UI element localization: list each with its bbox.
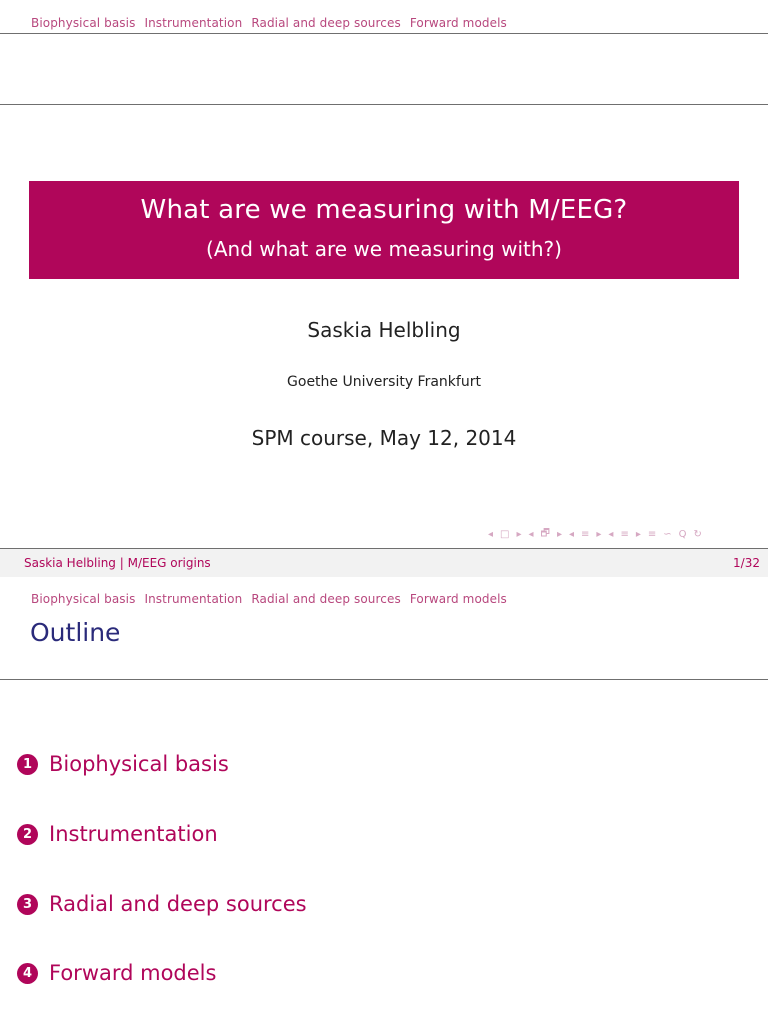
outline-item-label: Radial and deep sources [49,892,307,916]
slide-footer [0,548,768,577]
outline-item-radial-and-deep-sources[interactable] [17,892,307,916]
nav-prev-section-icon[interactable]: ◂ [568,528,574,540]
institute-name: Goethe University Frankfurt [287,374,481,390]
back-icon[interactable]: ∽ [663,528,672,540]
outline-item-biophysical-basis[interactable] [17,752,229,776]
appendix-icon[interactable]: ≡ [647,528,657,540]
search-icon[interactable]: Q [678,528,687,540]
nav-next-frame-icon[interactable]: ▸ [516,528,522,540]
nav-link-forward-models[interactable]: Forward models [409,592,507,606]
nav-link-instrumentation[interactable]: Instrumentation [144,592,243,606]
header-divider [0,679,768,680]
page-number: 1/32 [733,556,760,570]
outline-item-forward-models[interactable] [17,961,216,985]
presentation-title: What are we measuring with M/EEG? [140,195,628,225]
nav-prev-document-icon[interactable]: ◂ [608,528,614,540]
nav-link-radial-and-deep-sources[interactable]: Radial and deep sources [251,16,401,30]
nav-next-subsection-icon[interactable]: ▸ [556,528,562,540]
nav-prev-subsection-icon[interactable]: ◂ [528,528,534,540]
nav-next-section-icon[interactable]: ▸ [596,528,602,540]
document-icon[interactable]: ≡ [620,528,629,540]
nav-prev-frame-icon[interactable]: ◂ [488,528,494,540]
section-icon[interactable]: ≡ [581,528,590,540]
frame-icon[interactable]: □ [500,528,510,540]
outline-item-instrumentation[interactable] [17,822,218,846]
nav-divider [0,33,768,34]
subsection-icon[interactable]: 🗗 [540,527,550,539]
item-number-ball: 1 [17,754,38,775]
nav-next-document-icon[interactable]: ▸ [635,528,641,540]
nav-link-forward-models[interactable]: Forward models [409,16,507,30]
item-number-ball: 2 [17,824,38,845]
outline-item-label: Instrumentation [49,822,218,846]
footer-author-title: Saskia Helbling | M/EEG origins [24,556,211,570]
header-divider [0,104,768,105]
outline-item-label: Biophysical basis [49,752,229,776]
item-number-ball: 4 [17,963,38,984]
author-name: Saskia Helbling [307,318,461,342]
item-number-ball: 3 [17,894,38,915]
outline-slide [0,590,768,1024]
nav-link-instrumentation[interactable]: Instrumentation [144,16,243,30]
section-nav [31,16,507,32]
outline-title: Outline [30,618,121,647]
nav-link-radial-and-deep-sources[interactable]: Radial and deep sources [251,592,401,606]
beamer-navigation-symbols [488,527,763,541]
presentation-date: SPM course, May 12, 2014 [251,426,517,450]
presentation-subtitle: (And what are we measuring with?) [206,237,562,261]
section-nav [31,592,507,608]
forward-icon[interactable]: ↻ [693,528,702,540]
outline-item-label: Forward models [49,961,217,985]
nav-link-biophysical-basis[interactable]: Biophysical basis [31,16,136,30]
nav-link-biophysical-basis[interactable]: Biophysical basis [31,592,136,606]
title-block [29,181,739,279]
